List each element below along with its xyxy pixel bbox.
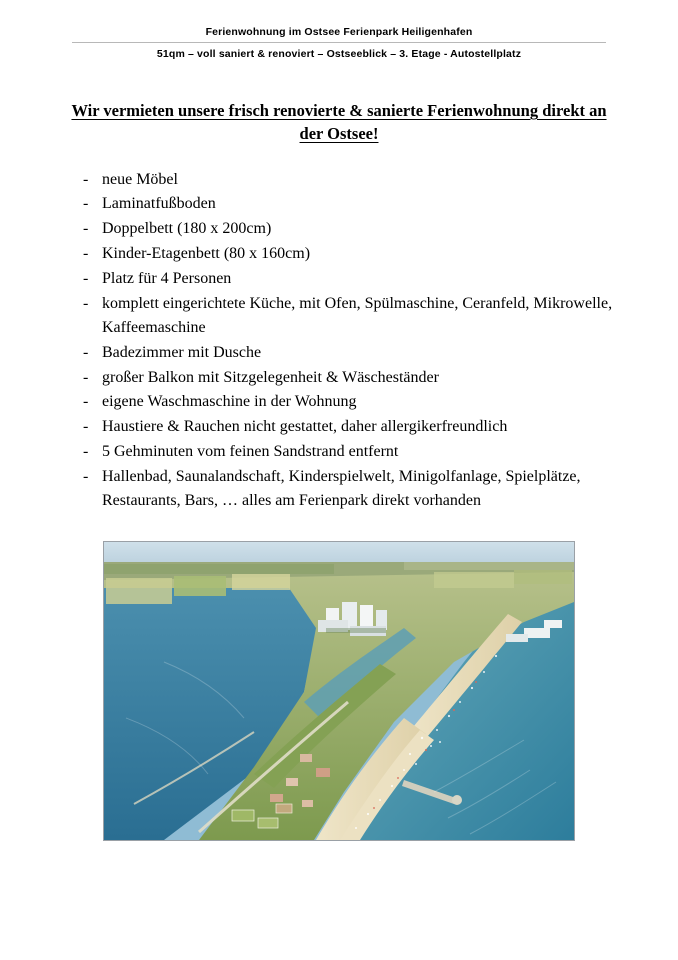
list-item	[62, 292, 616, 341]
bullet-marker: -	[83, 220, 89, 238]
list-item	[62, 217, 616, 241]
list-item	[62, 465, 616, 514]
list-item-label: Platz für 4 Personen	[102, 269, 232, 287]
bullet-marker: -	[83, 195, 89, 213]
list-item	[62, 440, 616, 464]
list-item-label: Badezimmer mit Dusche	[102, 343, 262, 361]
list-item-label: eigene Waschmaschine in der Wohnung	[102, 393, 357, 411]
page-title: Wir vermieten unsere frisch renovierte & sanierte Ferienwohnung direkt an der Ostsee!	[71, 101, 607, 143]
aerial-photo-ferienpark-heiligenhafen	[103, 541, 575, 841]
document-header	[62, 26, 616, 60]
list-item	[62, 267, 616, 291]
bullet-marker: -	[83, 442, 89, 460]
header-subtitle-line: 51qm – voll saniert & renoviert – Ostseeblick – 3. Etage - Autostellplatz	[156, 48, 522, 60]
list-item-label: neue Möbel	[102, 170, 178, 188]
list-item	[62, 366, 616, 390]
list-item	[62, 242, 616, 266]
header-title-line: Ferienwohnung im Ostsee Ferienpark Heiligenhafen	[205, 26, 473, 38]
bullet-marker: -	[83, 343, 89, 361]
list-item-label: 5 Gehminuten vom feinen Sandstrand entfernt	[102, 442, 399, 460]
bullet-marker: -	[83, 368, 89, 386]
bullet-marker: -	[83, 467, 89, 485]
list-item	[62, 168, 616, 192]
list-item-label: komplett eingerichtete Küche, mit Ofen, Spülmaschine, Ceranfeld, Mikrowelle, Kaffeemaschine	[102, 294, 613, 336]
list-item	[62, 192, 616, 216]
bullet-marker: -	[83, 170, 89, 188]
list-item-label: großer Balkon mit Sitzgelegenheit & Wäscheständer	[102, 368, 439, 386]
list-item-label: Laminatfußboden	[102, 195, 216, 213]
photo-container	[62, 541, 616, 841]
list-item	[62, 390, 616, 414]
list-item-label: Hallenbad, Saunalandschaft, Kinderspielwelt, Minigolfanlage, Spielplätze, Restaurants, Bars, … alles am Ferienpark direkt vorhanden	[102, 467, 581, 510]
bullet-marker: -	[83, 244, 89, 262]
list-item-label: Kinder-Etagenbett (80 x 160cm)	[102, 244, 311, 262]
list-item-label: Doppelbett (180 x 200cm)	[102, 220, 272, 238]
list-item	[62, 415, 616, 439]
bullet-marker: -	[83, 418, 89, 436]
bullet-marker: -	[83, 269, 89, 287]
list-item	[62, 341, 616, 365]
list-item-label: Haustiere & Rauchen nicht gestattet, daher allergikerfreundlich	[102, 418, 508, 436]
bullet-marker: -	[83, 294, 89, 312]
bullet-marker: -	[83, 393, 89, 411]
features-list	[62, 168, 616, 514]
